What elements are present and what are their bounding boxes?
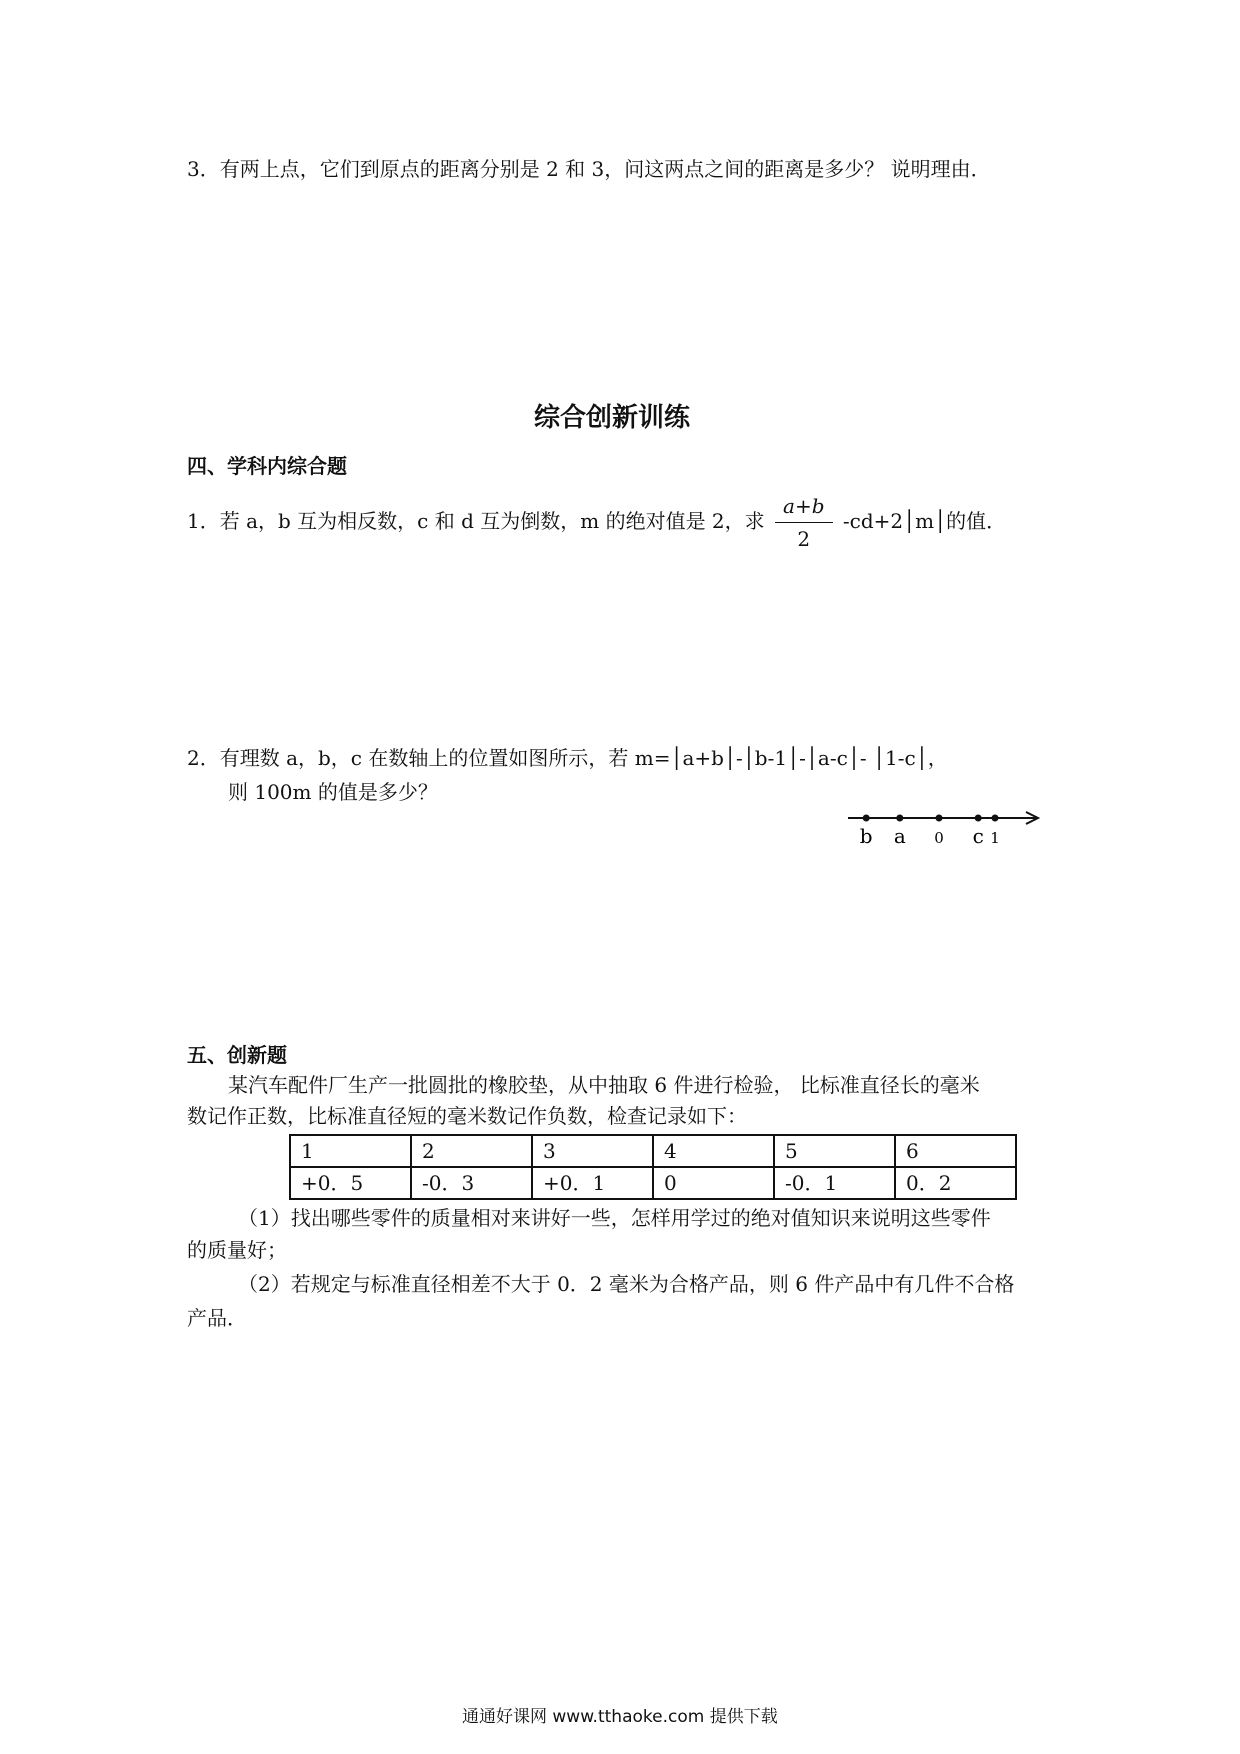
part5-sub1-line2: 的质量好； [187,1238,287,1262]
number-line-label-0: 0 [934,829,944,847]
q1-text-after: -cd+2│m│的值． [842,509,1007,533]
part5-sub2-line1: （2）若规定与标准直径相差不大于 0．2 毫米为合格产品，则 6 件产品中有几件不合格 [238,1272,1015,1296]
page-footer: 通通好课网 www.tthaoke.com 提供下载 [462,1707,778,1727]
table-cell: 0 [653,1167,774,1199]
part5-sub2-line2: 产品． [187,1306,247,1330]
number-line-point-1 [992,815,999,822]
part5-sub1-line1: （1）找出哪些零件的质量相对来讲好一些，怎样用学过的绝对值知识来说明这些零件 [238,1206,991,1230]
part4-heading: 四、学科内综合题 [187,454,347,478]
table-cell: -0．1 [774,1167,895,1199]
q1-text-before: 1．若 a，b 互为相反数，c 和 d 互为倒数，m 的绝对值是 2，求 [187,509,765,533]
part4-question-1 [187,492,1006,553]
number-line-label-a: a [893,824,906,848]
table-cell: 3 [532,1135,653,1167]
table-cell: 4 [653,1135,774,1167]
table-cell: +0．1 [532,1167,653,1199]
table-cell: 5 [774,1135,895,1167]
part4-question-2-line2: 则 100m 的值是多少？ [228,780,438,804]
number-line-label-c: c [972,824,984,848]
table-cell: -0．3 [411,1167,532,1199]
section-title: 综合创新训练 [534,403,691,433]
number-line-label-1: 1 [990,829,1000,847]
table-cell: 1 [290,1135,411,1167]
part5-heading: 五、创新题 [187,1043,287,1067]
number-line-point-a [896,815,903,822]
table-cell: 2 [411,1135,532,1167]
number-line-figure [840,800,1050,850]
part4-question-2-line1: 2．有理数 a，b，c 在数轴上的位置如图所示，若 m=│a+b│-│b-1│-│a-c│- │1-c│， [187,746,948,770]
part5-intro-line2: 数记作正数，比标准直径短的毫米数记作负数，检查记录如下： [187,1104,747,1128]
number-line-point-c [975,815,982,822]
fraction-denominator: 2 [797,527,811,551]
table-cell: 0．2 [895,1167,1016,1199]
number-line-label-b: b [859,824,873,848]
table-row-part-number [290,1135,1016,1167]
fraction [775,492,832,553]
table-row-deviation [290,1167,1016,1199]
number-line-point-b [863,815,870,822]
inspection-record-table [289,1134,1017,1200]
table-cell: +0．5 [290,1167,411,1199]
fraction-numerator: a+b [775,492,832,523]
question-3: 3．有两上点，它们到原点的距离分别是 2 和 3，问这两点之间的距离是多少？ 说明理由． [187,157,991,181]
part5-intro-line1: 某汽车配件厂生产一批圆批的橡胶垫，从中抽取 6 件进行检验， 比标准直径长的毫米 [228,1073,980,1097]
table-cell: 6 [895,1135,1016,1167]
number-line-point-0 [936,815,943,822]
